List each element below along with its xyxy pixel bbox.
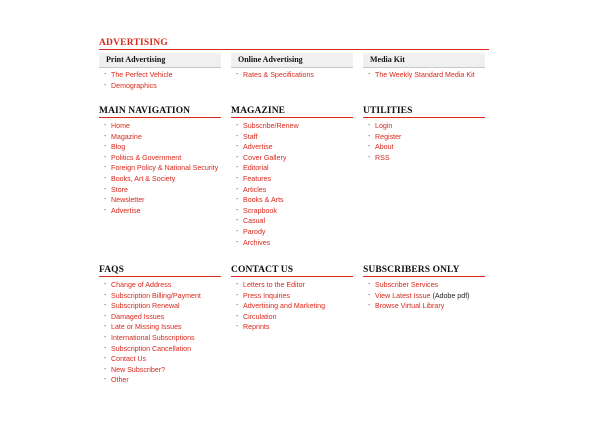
sections-row-2 [99, 265, 489, 386]
bullet-icon: - [236, 227, 239, 235]
advertising-section [99, 38, 489, 91]
list-item [99, 291, 221, 302]
list-item [231, 70, 353, 81]
bullet-icon: - [104, 164, 107, 172]
print-advertising-heading: Print Advertising [99, 53, 221, 68]
subscribers-only-title: SUBSCRIBERS ONLY [363, 265, 485, 277]
link-demographics[interactable]: Demographics [111, 81, 157, 90]
list-item [363, 142, 485, 153]
media-kit-column [363, 53, 485, 91]
subscriber-link-latest-issue[interactable]: View Latest Issue [375, 291, 431, 300]
faq-link-late-missing[interactable]: Late or Missing Issues [111, 323, 182, 332]
advertising-title: ADVERTISING [99, 38, 489, 50]
list-item [99, 121, 221, 132]
magazine-link-editorial[interactable]: Editorial [243, 164, 269, 173]
bullet-icon: - [236, 281, 239, 288]
online-advertising-column [231, 53, 353, 91]
list-item [363, 291, 485, 302]
list-item [99, 344, 221, 355]
bullet-icon: - [104, 143, 107, 151]
bullet-icon: - [104, 71, 107, 78]
link-rates-specifications[interactable]: Rates & Specifications [243, 71, 314, 79]
list-item [99, 142, 221, 153]
magazine-link-staff[interactable]: Staff [243, 132, 258, 141]
list-item [99, 132, 221, 143]
bullet-icon: - [236, 302, 239, 310]
faq-link-international[interactable]: International Subscriptions [111, 333, 195, 342]
nav-link-store[interactable]: Store [111, 185, 128, 194]
list-item [99, 163, 221, 174]
bullet-icon: - [368, 71, 371, 78]
bullet-icon: - [104, 312, 107, 320]
bullet-icon: - [104, 174, 107, 182]
bullet-icon: - [104, 291, 107, 299]
bullet-icon: - [236, 238, 239, 246]
bullet-icon: - [104, 344, 107, 352]
list-item [99, 153, 221, 164]
list-item [99, 322, 221, 333]
list-item [363, 121, 485, 132]
faq-link-contact-us[interactable]: Contact Us [111, 355, 147, 364]
nav-link-home[interactable]: Home [111, 122, 130, 130]
contact-link-advertising[interactable]: Advertising and Marketing [243, 302, 326, 311]
bullet-icon: - [236, 153, 239, 161]
media-kit-heading: Media Kit [363, 53, 485, 68]
list-item [231, 121, 353, 132]
magazine-link-cover-gallery[interactable]: Cover Gallery [243, 153, 287, 162]
bullet-icon: - [368, 143, 371, 151]
bullet-icon: - [104, 365, 107, 373]
magazine-link-books-arts[interactable]: Books & Arts [243, 196, 284, 205]
list-item [99, 206, 221, 217]
sitemap [99, 38, 489, 385]
list-item [231, 312, 353, 323]
list-item [99, 354, 221, 365]
list-item [99, 375, 221, 386]
utility-link-rss[interactable]: RSS [375, 153, 390, 162]
sections-row-1 [99, 106, 489, 248]
bullet-icon: - [236, 312, 239, 320]
magazine-link-casual[interactable]: Casual [243, 217, 266, 226]
subscriber-link-virtual-library[interactable]: Browse Virtual Library [375, 302, 445, 311]
magazine-section [231, 106, 353, 248]
list-item [99, 185, 221, 196]
list-item [99, 301, 221, 312]
nav-link-magazine[interactable]: Magazine [111, 132, 142, 141]
bullet-icon: - [104, 333, 107, 341]
nav-link-blog[interactable]: Blog [111, 143, 126, 152]
list-item [231, 142, 353, 153]
list-item [99, 333, 221, 344]
faqs-title: FAQS [99, 265, 221, 277]
list-item [363, 70, 485, 81]
bullet-icon: - [104, 153, 107, 161]
bullet-icon: - [104, 196, 107, 204]
list-item [231, 195, 353, 206]
utility-link-about[interactable]: About [375, 143, 394, 152]
contact-link-letters[interactable]: Letters to the Editor [243, 281, 305, 289]
link-media-kit[interactable]: The Weekly Standard Media Kit [375, 71, 475, 79]
list-item [231, 132, 353, 143]
contact-link-reprints[interactable]: Reprints [243, 323, 270, 332]
utility-link-register[interactable]: Register [375, 132, 402, 141]
adobe-pdf-note: (Adobe pdf) [432, 291, 470, 300]
bullet-icon: - [104, 281, 107, 288]
list-item [231, 238, 353, 249]
bullet-icon: - [236, 71, 239, 78]
magazine-link-advertise[interactable]: Advertise [243, 143, 273, 152]
bullet-icon: - [236, 122, 239, 129]
bullet-icon: - [236, 323, 239, 331]
bullet-icon: - [368, 281, 371, 288]
bullet-icon: - [236, 217, 239, 225]
list-item [99, 81, 221, 92]
list-item [99, 365, 221, 376]
bullet-icon: - [368, 122, 371, 129]
faq-link-cancellation[interactable]: Subscription Cancellation [111, 344, 192, 353]
list-item [231, 291, 353, 302]
list-item [231, 301, 353, 312]
list-item [231, 280, 353, 291]
list-item [363, 132, 485, 143]
utility-link-login[interactable]: Login [375, 122, 393, 130]
online-advertising-heading: Online Advertising [231, 53, 353, 68]
contact-link-circulation[interactable]: Circulation [243, 312, 277, 321]
list-item [231, 227, 353, 238]
magazine-link-features[interactable]: Features [243, 174, 271, 183]
bullet-icon: - [236, 143, 239, 151]
nav-link-books-art[interactable]: Books, Art & Society [111, 174, 176, 183]
faq-link-change-address[interactable]: Change of Address [111, 281, 172, 289]
magazine-title: MAGAZINE [231, 106, 353, 118]
list-item [99, 195, 221, 206]
faqs-section [99, 265, 221, 386]
list-item [99, 174, 221, 185]
magazine-link-parody[interactable]: Parody [243, 227, 266, 236]
bullet-icon: - [368, 291, 371, 299]
nav-link-politics[interactable]: Politics & Government [111, 153, 182, 162]
nav-link-newsletter[interactable]: Newsletter [111, 196, 145, 205]
bullet-icon: - [104, 302, 107, 310]
bullet-icon: - [104, 323, 107, 331]
nav-link-advertise[interactable]: Advertise [111, 206, 141, 215]
faq-link-new-subscriber[interactable]: New Subscriber? [111, 365, 166, 374]
bullet-icon: - [368, 302, 371, 310]
magazine-link-archives[interactable]: Archives [243, 238, 271, 247]
list-item [363, 280, 485, 291]
faq-link-damaged[interactable]: Damaged Issues [111, 312, 165, 321]
bullet-icon: - [104, 206, 107, 214]
bullet-icon: - [236, 291, 239, 299]
bullet-icon: - [104, 376, 107, 384]
magazine-link-scrapbook[interactable]: Scrapbook [243, 206, 277, 215]
bullet-icon: - [236, 206, 239, 214]
bullet-icon: - [236, 174, 239, 182]
list-item [363, 153, 485, 164]
list-item [231, 206, 353, 217]
magazine-link-subscribe[interactable]: Subscribe/Renew [243, 122, 299, 130]
bullet-icon: - [236, 132, 239, 140]
bullet-icon: - [368, 132, 371, 140]
main-navigation-section [99, 106, 221, 248]
bullet-icon: - [236, 164, 239, 172]
bullet-icon: - [104, 355, 107, 363]
contact-us-section [231, 265, 353, 386]
faq-link-renewal[interactable]: Subscription Renewal [111, 302, 180, 311]
list-item [231, 153, 353, 164]
utilities-section [363, 106, 485, 248]
bullet-icon: - [104, 122, 107, 129]
subscribers-only-section [363, 265, 485, 386]
utilities-title: UTILITIES [363, 106, 485, 118]
main-navigation-title: MAIN NAVIGATION [99, 106, 221, 118]
contact-link-press[interactable]: Press Inquiries [243, 291, 290, 300]
contact-us-title: CONTACT US [231, 265, 353, 277]
list-item [99, 312, 221, 323]
list-item [99, 280, 221, 291]
list-item [231, 216, 353, 227]
bullet-icon: - [236, 185, 239, 193]
list-item [363, 301, 485, 312]
bullet-icon: - [236, 196, 239, 204]
link-the-perfect-vehicle[interactable]: The Perfect Vehicle [111, 71, 173, 79]
list-item [231, 163, 353, 174]
bullet-icon: - [104, 185, 107, 193]
list-item [99, 70, 221, 81]
magazine-link-articles[interactable]: Articles [243, 185, 267, 194]
list-item [231, 322, 353, 333]
faq-link-billing[interactable]: Subscription Billing/Payment [111, 291, 201, 300]
bullet-icon: - [368, 153, 371, 161]
print-advertising-column [99, 53, 221, 91]
subscriber-link-services[interactable]: Subscriber Services [375, 281, 439, 289]
bullet-icon: - [104, 81, 107, 89]
list-item [231, 185, 353, 196]
bullet-icon: - [104, 132, 107, 140]
list-item [231, 174, 353, 185]
faq-link-other[interactable]: Other [111, 376, 129, 385]
nav-link-foreign-policy[interactable]: Foreign Policy & National Security [111, 164, 219, 173]
